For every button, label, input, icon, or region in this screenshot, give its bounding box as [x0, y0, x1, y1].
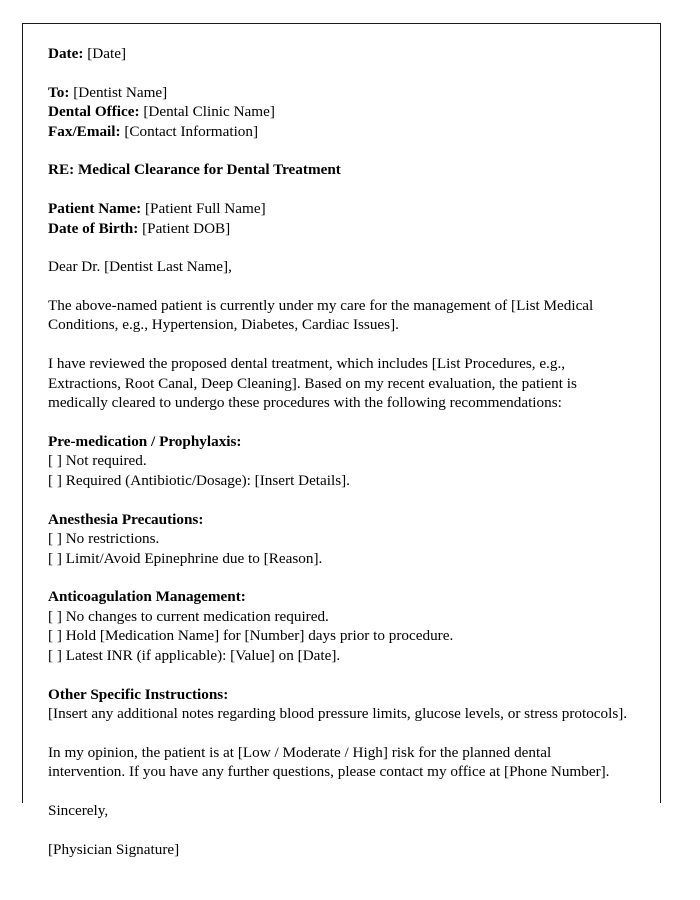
checkbox-option[interactable]: [ ] No restrictions. — [48, 530, 160, 548]
patient-name-label: Patient Name: — [48, 199, 142, 217]
section-other-instructions — [48, 685, 628, 724]
recipient-contact-line — [48, 122, 628, 142]
salutation-block — [48, 257, 628, 277]
patient-name-line — [48, 199, 628, 219]
section-anticoagulation — [48, 587, 628, 665]
signature-block — [48, 840, 628, 860]
checkbox-option[interactable]: [ ] Limit/Avoid Epinephrine due to [Reason]. — [48, 549, 323, 567]
salutation-line: Dear Dr. [Dentist Last Name], — [48, 258, 232, 276]
closing-block — [48, 801, 628, 821]
checkbox-option[interactable]: [ ] No changes to current medication required. — [48, 607, 329, 625]
date-value: [Date] — [87, 45, 127, 62]
checkbox-option[interactable]: [ ] Latest INR (if applicable): [Value] on [Date]. — [48, 647, 341, 665]
closing-line: Sincerely, — [48, 802, 109, 820]
recipient-office-label: Dental Office: — [48, 103, 140, 121]
checkbox-option[interactable]: [ ] Not required. — [48, 452, 147, 470]
paragraph-treatment-review: I have reviewed the proposed dental treatment, which includes [List Procedures, e.g., Extractions, Root Canal, Deep Cleaning]. Based on my recent evaluation, the patient is medically cleared to undergo these procedures with the following recommendations: — [48, 354, 577, 412]
recipient-to-line — [48, 83, 628, 103]
document-page — [22, 23, 661, 858]
subject-line: RE: Medical Clearance for Dental Treatment — [48, 161, 341, 179]
document-body — [48, 44, 628, 859]
date-block — [48, 44, 628, 64]
recipient-contact-label: Fax/Email: — [48, 122, 121, 140]
section-anticoagulation-heading: Anticoagulation Management: — [48, 588, 246, 606]
other-instructions-placeholder[interactable]: [Insert any additional notes regarding blood pressure limits, glucose levels, or stress protocols]. — [48, 705, 628, 723]
section-other-instructions-heading: Other Specific Instructions: — [48, 685, 229, 703]
patient-block — [48, 199, 628, 238]
recipient-office-value: [Dental Clinic Name] — [143, 103, 275, 121]
checkbox-option[interactable]: [ ] Required (Antibiotic/Dosage): [Insert Details]. — [48, 471, 350, 489]
signature-placeholder: [Physician Signature] — [48, 840, 180, 858]
patient-dob-line — [48, 219, 628, 239]
checkbox-option[interactable]: [ ] Hold [Medication Name] for [Number] days prior to procedure. — [48, 627, 454, 645]
subject-block — [48, 160, 628, 180]
paragraph-conditions: The above-named patient is currently under my care for the management of [List Medical Conditions, e.g., Hypertension, Diabetes, Cardiac Issues]. — [48, 296, 594, 334]
recipient-block — [48, 83, 628, 142]
patient-name-value: [Patient Full Name] — [145, 199, 266, 217]
section-anesthesia — [48, 510, 628, 569]
section-premedication — [48, 432, 628, 491]
recipient-to-value: [Dentist Name] — [73, 83, 168, 101]
recipient-office-line — [48, 102, 628, 122]
date-label: Date: — [48, 45, 84, 62]
section-anesthesia-heading: Anesthesia Precautions: — [48, 510, 204, 528]
patient-dob-value: [Patient DOB] — [142, 219, 231, 237]
section-premedication-heading: Pre-medication / Prophylaxis: — [48, 432, 242, 450]
patient-dob-label: Date of Birth: — [48, 219, 139, 237]
recipient-contact-value: [Contact Information] — [124, 122, 259, 140]
recipient-to-label: To: — [48, 83, 70, 101]
paragraph-risk-opinion: In my opinion, the patient is at [Low / Moderate / High] risk for the planned dental intervention. If you have any further questions, please contact my office at [Phone Number]. — [48, 743, 610, 781]
date-line — [48, 44, 628, 64]
